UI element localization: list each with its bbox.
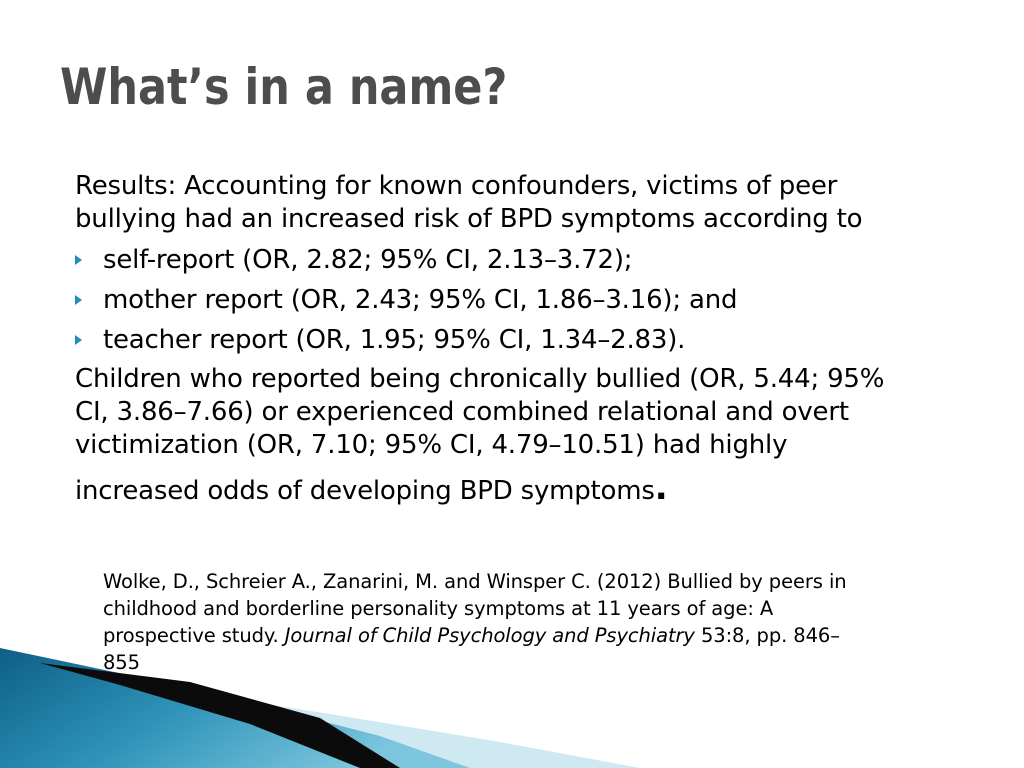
results-paragraph bbox=[75, 170, 975, 236]
list-item-text: teacher report (OR, 1.95; 95% CI, 1.34–2.83). bbox=[103, 325, 686, 355]
journal-title: Journal of Child Psychology and Psychiatry bbox=[284, 624, 695, 647]
reference-line: 855 bbox=[103, 651, 140, 674]
odds-ratio-list bbox=[75, 240, 975, 360]
list-item bbox=[75, 240, 975, 280]
triangle-bullet-icon bbox=[75, 295, 82, 305]
children-end-period: . bbox=[654, 468, 668, 508]
triangle-bullet-icon bbox=[75, 255, 82, 265]
children-paragraph bbox=[75, 363, 975, 508]
children-line: CI, 3.86–7.66) or experienced combined relational and overt bbox=[75, 397, 849, 427]
children-line: Children who reported being chronically bullied (OR, 5.44; 95% bbox=[75, 364, 885, 394]
list-item-text: self-report (OR, 2.82; 95% CI, 2.13–3.72); bbox=[103, 245, 633, 275]
children-line: victimization (OR, 7.10; 95% CI, 4.79–10.51) had highly bbox=[75, 430, 788, 460]
triangle-bullet-icon bbox=[75, 335, 82, 345]
children-line-last bbox=[75, 468, 668, 508]
list-item bbox=[75, 320, 975, 360]
list-item-text: mother report (OR, 2.43; 95% CI, 1.86–3.16); and bbox=[103, 285, 738, 315]
results-line: bullying had an increased risk of BPD symptoms according to bbox=[75, 204, 863, 234]
reference-line: 53:8, pp. 846– bbox=[694, 624, 840, 647]
reference-line: Wolke, D., Schreier A., Zanarini, M. and Winsper C. (2012) Bullied by peers in bbox=[103, 570, 847, 593]
results-line: Results: Accounting for known confounders, victims of peer bbox=[75, 171, 838, 201]
list-item bbox=[75, 280, 975, 320]
reference-line: childhood and borderline personality symptoms at 11 years of age: A bbox=[103, 597, 774, 620]
slide-title: What’s in a name? bbox=[60, 58, 508, 116]
reference-citation bbox=[103, 568, 983, 676]
reference-line: prospective study. bbox=[103, 624, 285, 647]
children-line: increased odds of developing BPD symptoms bbox=[75, 476, 655, 506]
slide-body bbox=[75, 170, 975, 508]
